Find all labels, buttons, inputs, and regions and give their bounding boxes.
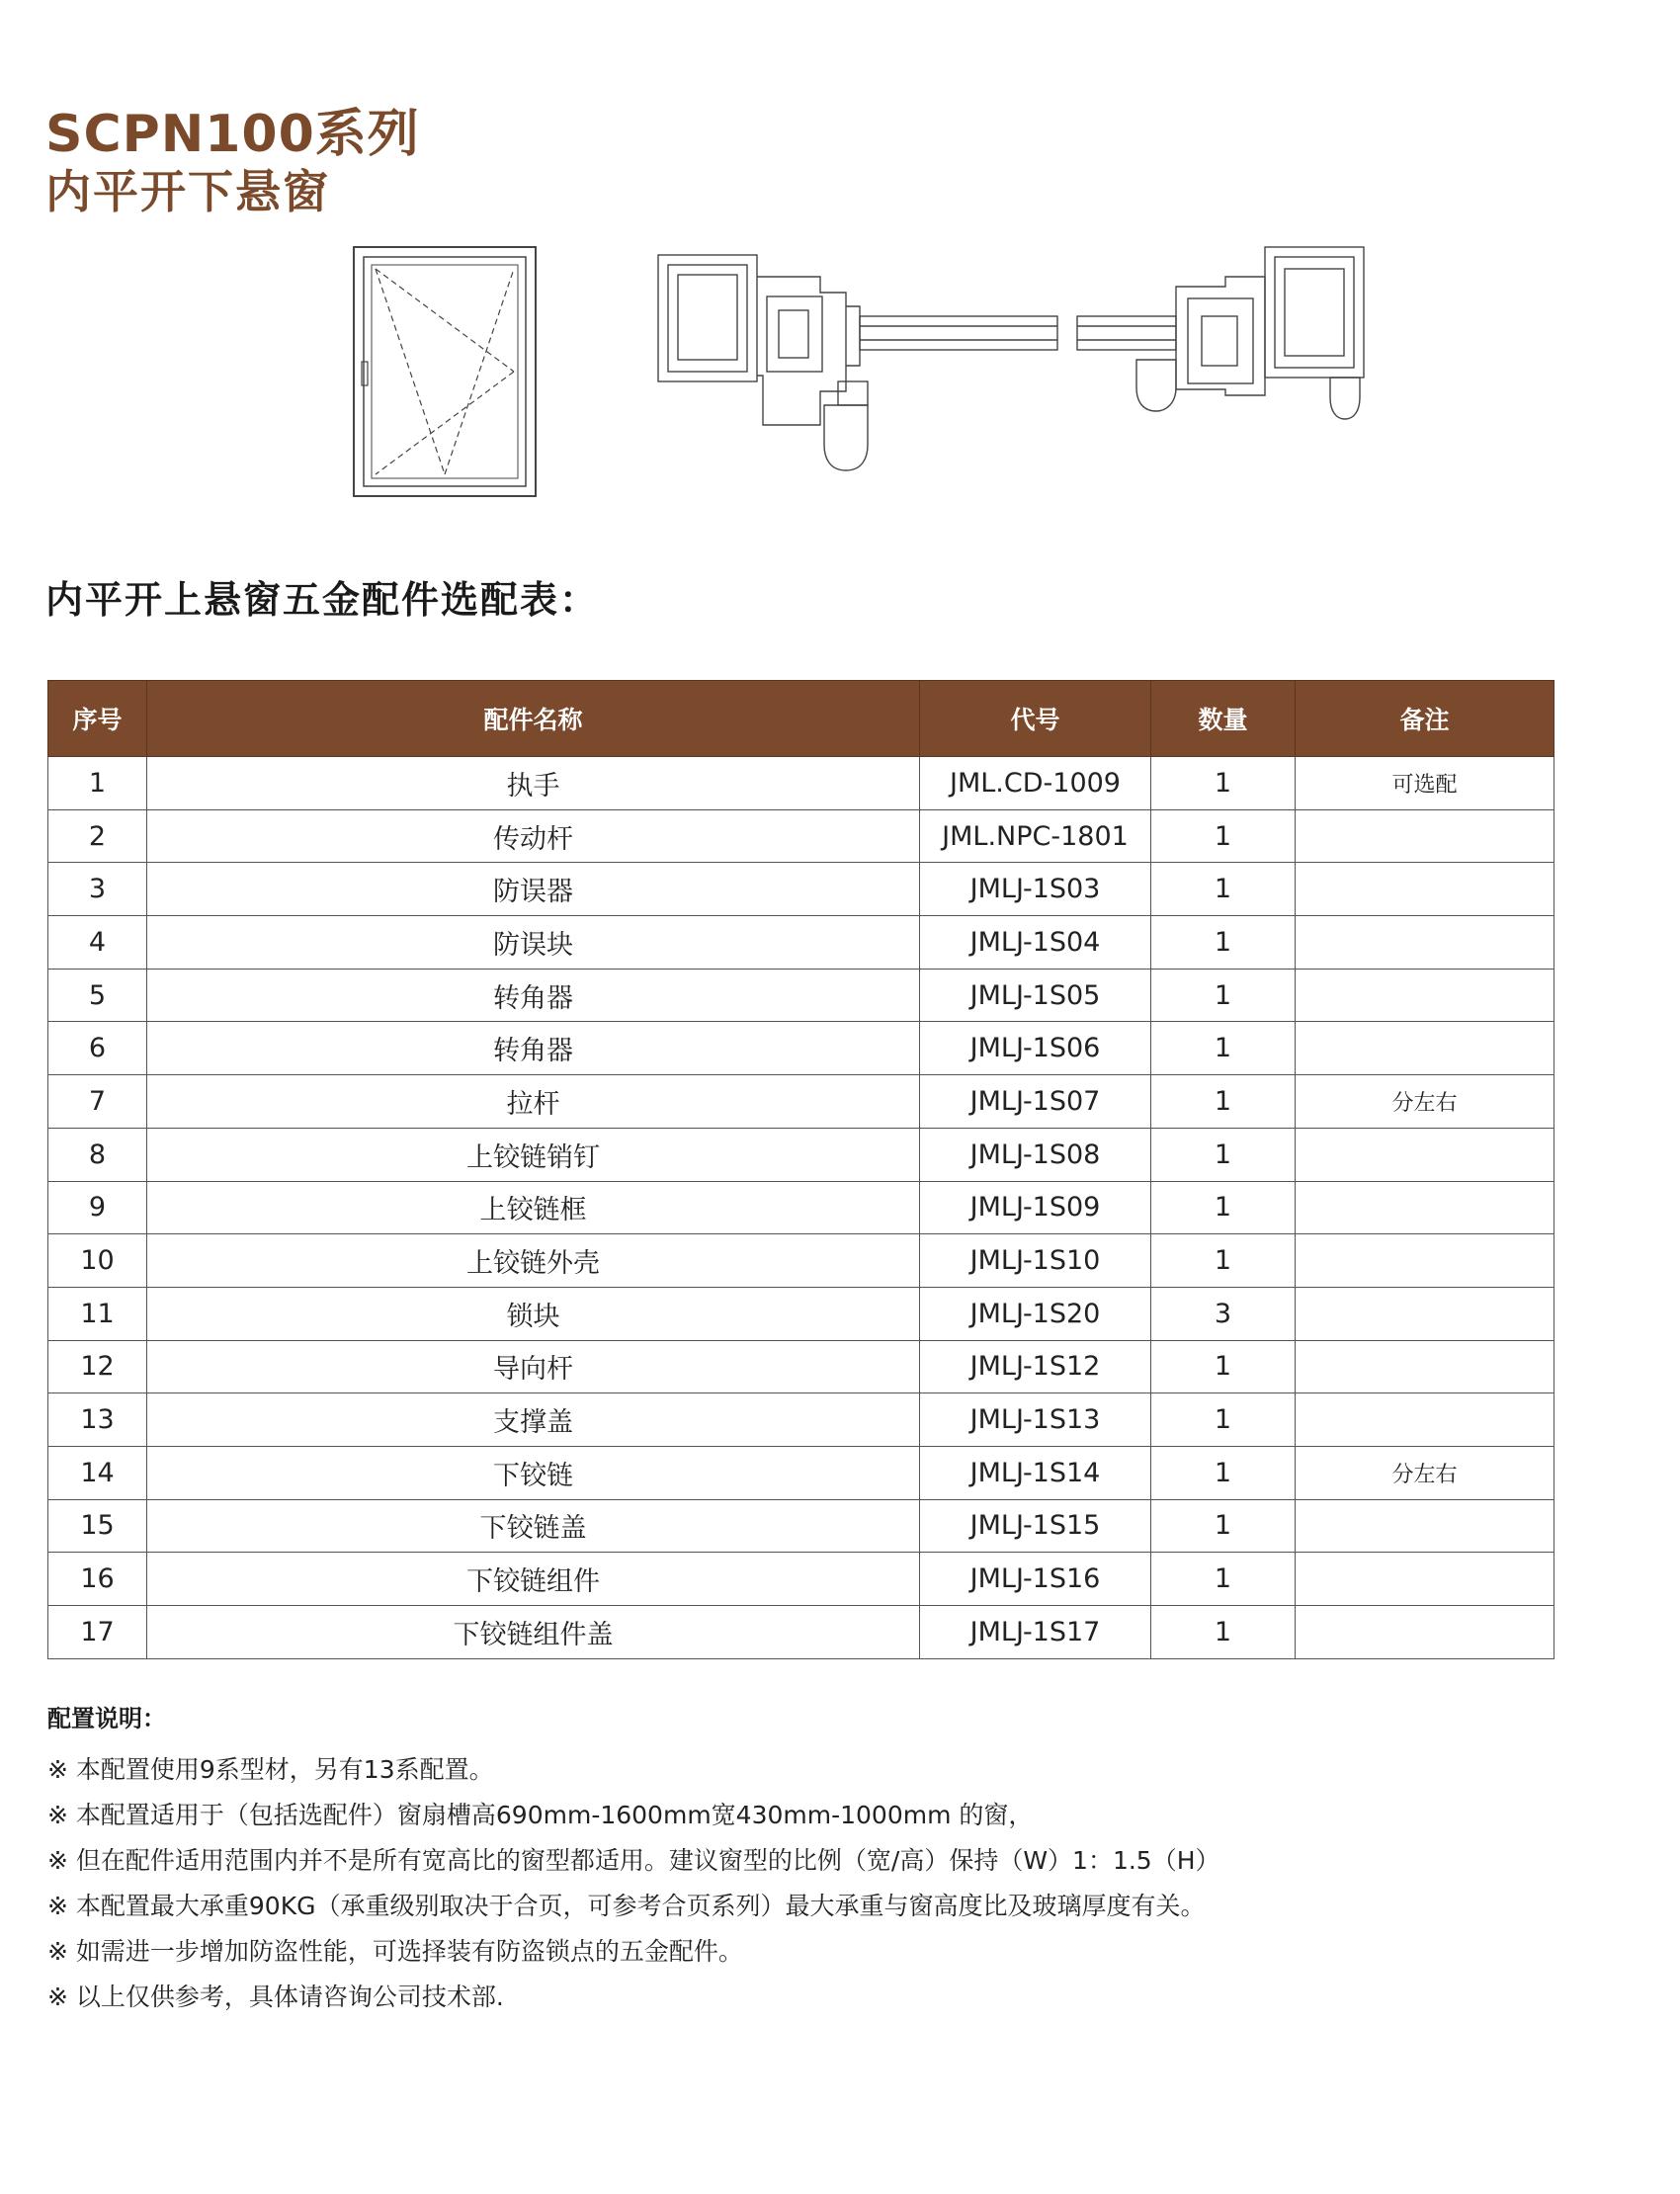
table-row: [48, 1446, 1554, 1499]
cell-code: JMLJ-1S09: [920, 1181, 1151, 1234]
configuration-notes: [47, 1702, 1589, 2020]
header-qty: 数量: [1151, 681, 1296, 757]
table-row: [48, 1393, 1554, 1447]
cell-name: 下铰链组件: [147, 1553, 920, 1606]
table-row: [48, 1606, 1554, 1659]
cell-no: 14: [48, 1446, 147, 1499]
cell-code: JMLJ-1S13: [920, 1393, 1151, 1447]
cell-qty: 1: [1151, 1181, 1296, 1234]
cell-name: 锁块: [147, 1287, 920, 1340]
cell-code: JMLJ-1S03: [920, 863, 1151, 916]
cell-note: [1296, 863, 1554, 916]
cell-qty: 1: [1151, 809, 1296, 863]
cell-qty: 1: [1151, 1075, 1296, 1129]
cell-qty: 1: [1151, 1022, 1296, 1075]
cell-name: 防误器: [147, 863, 920, 916]
cell-qty: 1: [1151, 1606, 1296, 1659]
cell-qty: 1: [1151, 1128, 1296, 1181]
cell-qty: 3: [1151, 1287, 1296, 1340]
table-row: [48, 1553, 1554, 1606]
cell-qty: 1: [1151, 916, 1296, 970]
cell-no: 8: [48, 1128, 147, 1181]
cell-no: 12: [48, 1340, 147, 1393]
cell-no: 6: [48, 1022, 147, 1075]
cell-code: JMLJ-1S14: [920, 1446, 1151, 1499]
table-row: [48, 1181, 1554, 1234]
cell-note: [1296, 1553, 1554, 1606]
cell-code: JMLJ-1S06: [920, 1022, 1151, 1075]
table-row: [48, 916, 1554, 970]
cell-note: [1296, 1393, 1554, 1447]
cell-qty: 1: [1151, 1234, 1296, 1288]
cell-note: 分左右: [1296, 1075, 1554, 1129]
cell-name: 防误块: [147, 916, 920, 970]
cell-note: [1296, 1340, 1554, 1393]
drawings-svg: [346, 237, 1413, 504]
cell-code: JMLJ-1S10: [920, 1234, 1151, 1288]
cell-name: 转角器: [147, 1022, 920, 1075]
cell-note: [1296, 1234, 1554, 1288]
header-name: 配件名称: [147, 681, 920, 757]
cell-no: 2: [48, 809, 147, 863]
left-profile-section-drawing: [658, 255, 1057, 470]
cell-code: JMLJ-1S15: [920, 1499, 1151, 1553]
cell-no: 10: [48, 1234, 147, 1288]
cell-code: JMLJ-1S17: [920, 1606, 1151, 1659]
note-line: ※ 如需进一步增加防盗性能，可选择装有防盗锁点的五金配件。: [47, 1937, 743, 1966]
cell-no: 7: [48, 1075, 147, 1129]
table-row: [48, 1075, 1554, 1129]
cell-qty: 1: [1151, 757, 1296, 810]
cell-note: [1296, 1022, 1554, 1075]
section-title: 内平开上悬窗五金配件选配表：: [45, 578, 600, 622]
technical-drawings: [346, 237, 1413, 504]
cell-no: 15: [48, 1499, 147, 1553]
note-line: ※ 本配置使用9系型材，另有13系配置。: [47, 1755, 494, 1784]
cell-no: 3: [48, 863, 147, 916]
cell-name: 支撑盖: [147, 1393, 920, 1447]
table-row: [48, 1128, 1554, 1181]
table-row: [48, 757, 1554, 810]
table-row: [48, 969, 1554, 1022]
table-row: [48, 1234, 1554, 1288]
right-profile-section-drawing: [1077, 247, 1364, 419]
note-line: ※ 以上仅供参考，具体请咨询公司技术部.: [47, 1983, 504, 2011]
cell-no: 16: [48, 1553, 147, 1606]
cell-name: 下铰链盖: [147, 1499, 920, 1553]
cell-code: JMLJ-1S20: [920, 1287, 1151, 1340]
cell-note: [1296, 809, 1554, 863]
cell-no: 1: [48, 757, 147, 810]
parts-table: [47, 680, 1554, 1659]
cell-no: 13: [48, 1393, 147, 1447]
cell-qty: 1: [1151, 1393, 1296, 1447]
table-row: [48, 1022, 1554, 1075]
cell-code: JMLJ-1S08: [920, 1128, 1151, 1181]
note-line: ※ 但在配件适用范围内并不是所有宽高比的窗型都适用。建议窗型的比例（宽/高）保持（W）1：1.5（H）: [47, 1846, 1220, 1875]
cell-name: 拉杆: [147, 1075, 920, 1129]
cell-code: JMLJ-1S12: [920, 1340, 1151, 1393]
cell-name: 下铰链: [147, 1446, 920, 1499]
cell-qty: 1: [1151, 863, 1296, 916]
cell-code: JML.NPC-1801: [920, 809, 1151, 863]
cell-note: [1296, 969, 1554, 1022]
cell-name: 下铰链组件盖: [147, 1606, 920, 1659]
table-row: [48, 1340, 1554, 1393]
cell-note: [1296, 1499, 1554, 1553]
cell-name: 上铰链销钉: [147, 1128, 920, 1181]
cell-note: [1296, 1606, 1554, 1659]
cell-note: [1296, 1287, 1554, 1340]
header-note: 备注: [1296, 681, 1554, 757]
cell-code: JMLJ-1S05: [920, 969, 1151, 1022]
cell-no: 4: [48, 916, 147, 970]
cell-note: [1296, 916, 1554, 970]
cell-note: [1296, 1128, 1554, 1181]
cell-note: [1296, 1181, 1554, 1234]
cell-name: 执手: [147, 757, 920, 810]
cell-note: 分左右: [1296, 1446, 1554, 1499]
cell-name: 导向杆: [147, 1340, 920, 1393]
cell-no: 5: [48, 969, 147, 1022]
cell-code: JML.CD-1009: [920, 757, 1151, 810]
header-code: 代号: [920, 681, 1151, 757]
cell-name: 上铰链外壳: [147, 1234, 920, 1288]
cell-name: 上铰链框: [147, 1181, 920, 1234]
cell-qty: 1: [1151, 1340, 1296, 1393]
table-row: [48, 1287, 1554, 1340]
table-row: [48, 863, 1554, 916]
cell-code: JMLJ-1S16: [920, 1553, 1151, 1606]
cell-note: 可选配: [1296, 757, 1554, 810]
product-title: 内平开下悬窗: [45, 165, 330, 218]
cell-name: 转角器: [147, 969, 920, 1022]
cell-qty: 1: [1151, 1499, 1296, 1553]
cell-no: 17: [48, 1606, 147, 1659]
cell-qty: 1: [1151, 1553, 1296, 1606]
table-row: [48, 809, 1554, 863]
header-no: 序号: [48, 681, 147, 757]
table-row: [48, 1499, 1554, 1553]
cell-code: JMLJ-1S04: [920, 916, 1151, 970]
table-header-row: [48, 681, 1554, 757]
note-line: ※ 本配置适用于（包括选配件）窗扇槽高690mm-1600mm宽430mm-1000mm 的窗，: [47, 1801, 1034, 1829]
window-elevation-drawing: [354, 247, 536, 496]
series-title: SCPN100系列: [45, 105, 420, 164]
cell-no: 9: [48, 1181, 147, 1234]
note-line: ※ 本配置最大承重90KG（承重级别取决于合页，可参考合页系列）最大承重与窗高度比及玻璃厚度有关。: [47, 1892, 1206, 1920]
cell-qty: 1: [1151, 1446, 1296, 1499]
cell-qty: 1: [1151, 969, 1296, 1022]
notes-heading: 配置说明：: [47, 1705, 166, 1732]
cell-no: 11: [48, 1287, 147, 1340]
cell-code: JMLJ-1S07: [920, 1075, 1151, 1129]
cell-name: 传动杆: [147, 809, 920, 863]
